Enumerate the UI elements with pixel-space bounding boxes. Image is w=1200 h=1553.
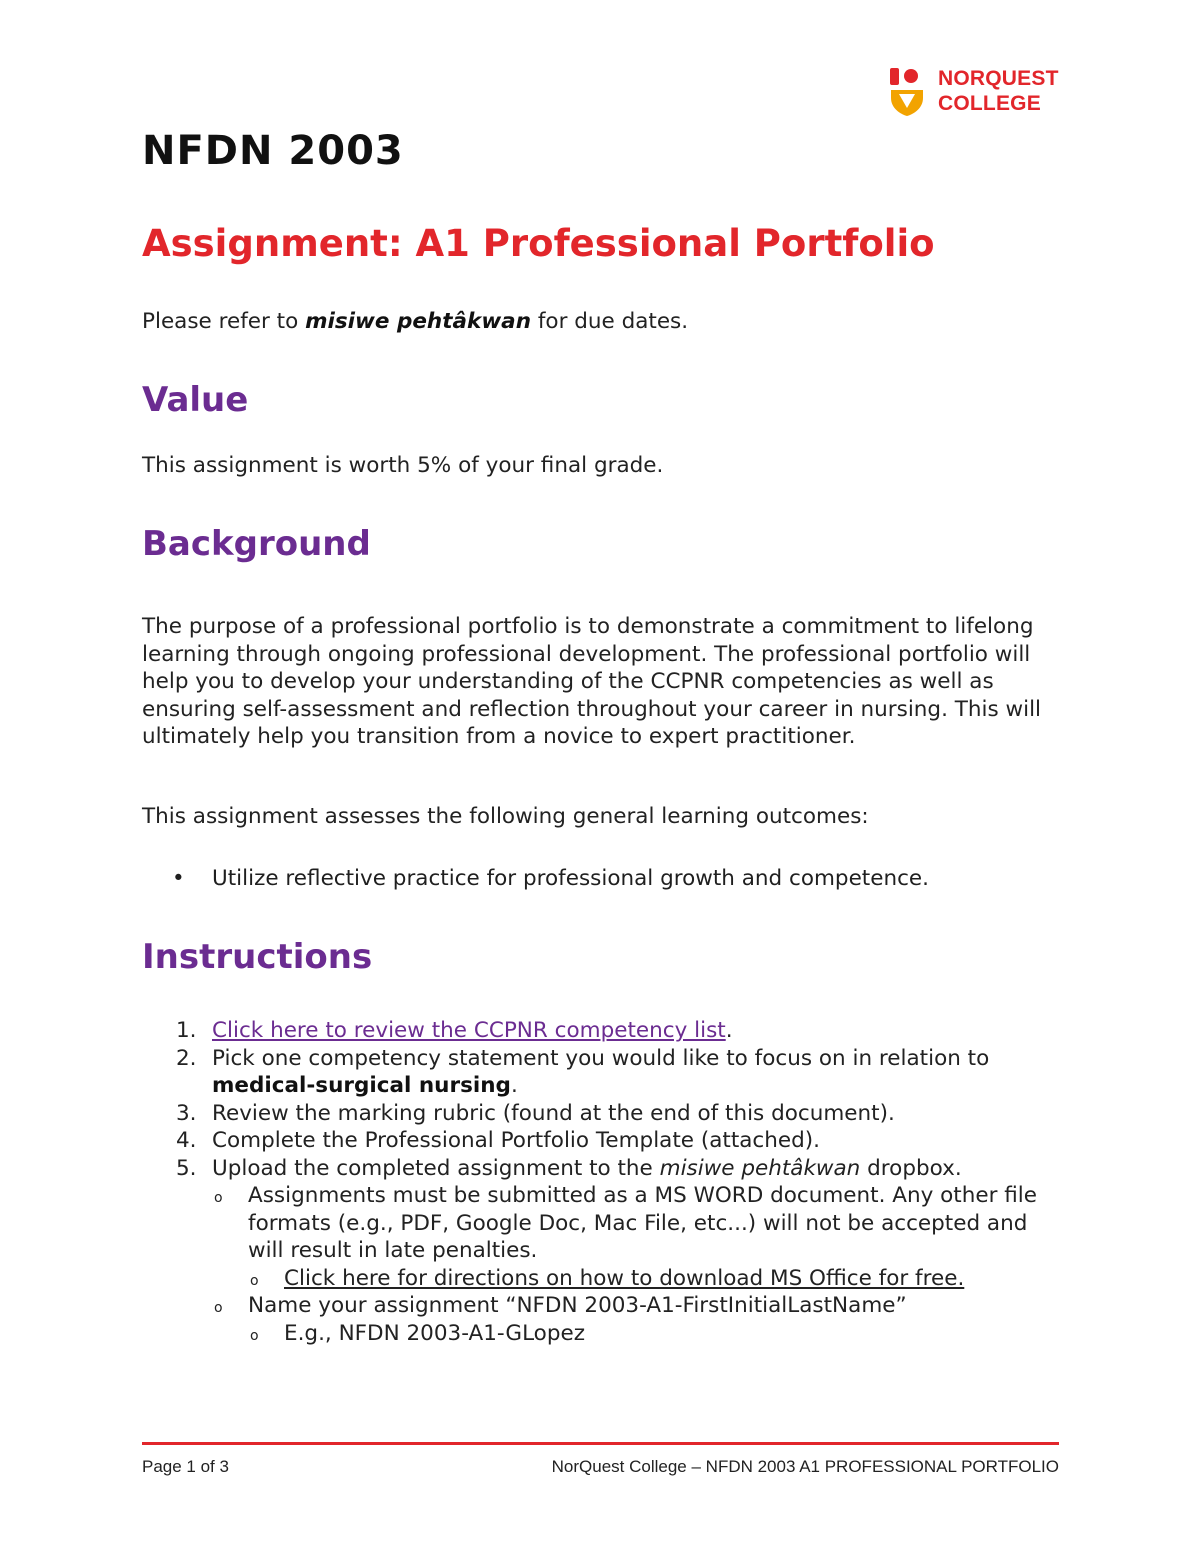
- instruction-item-1: [142, 1017, 1062, 1045]
- instructions-list: [142, 1017, 1062, 1347]
- item-punctuation: .: [510, 1073, 518, 1098]
- sub-item-word-format: [142, 1182, 1062, 1265]
- hollow-bullet-icon: o: [250, 1272, 259, 1289]
- item-italic-text: misiwe pehtâkwan: [659, 1155, 861, 1181]
- assignment-title: Assignment: A1 Professional Portfolio: [142, 222, 935, 265]
- sub-item-text: Name your assignment “NFDN 2003-A1-FirstInitialLastName”: [248, 1293, 907, 1318]
- item-punctuation: .: [725, 1018, 733, 1043]
- norquest-logo-mark-icon: [890, 68, 924, 116]
- item-number: 3.: [176, 1100, 197, 1126]
- sub-item-ms-office: [142, 1265, 1062, 1293]
- page-number: Page 1 of 3: [142, 1457, 229, 1476]
- norquest-logo: [890, 66, 1070, 118]
- hollow-bullet-icon: o: [214, 1300, 223, 1316]
- value-heading: Value: [142, 380, 249, 420]
- hollow-bullet-icon: o: [214, 1190, 223, 1206]
- instruction-item-3: [142, 1100, 1062, 1128]
- due-dates-system-name: misiwe pehtâkwan: [305, 309, 532, 334]
- course-code: NFDN 2003: [142, 128, 404, 174]
- item-text: Review the marking rubric (found at the end of this document).: [212, 1100, 895, 1126]
- outcomes-intro: This assignment assesses the following general learning outcomes:: [142, 804, 869, 829]
- due-dates-text: [142, 308, 1062, 336]
- background-heading: Background: [142, 524, 371, 564]
- sub-item-text: E.g., NFDN 2003-A1-GLopez: [284, 1320, 585, 1346]
- instruction-item-4: [142, 1127, 1062, 1155]
- sub-item-naming: [142, 1292, 1062, 1320]
- item-text-end: dropbox.: [860, 1155, 962, 1181]
- instruction-item-2: [142, 1045, 1062, 1100]
- item-number: 5.: [176, 1155, 197, 1181]
- logo-line-1: NORQUEST: [938, 67, 1059, 90]
- footer-divider: [142, 1442, 1059, 1445]
- item-text: Upload the completed assignment to the: [212, 1155, 660, 1181]
- sub-item-text: Assignments must be submitted as a MS WORD document. Any other file formats (e.g., PDF, Google Doc, Mac File, etc...) will not be accepted and will result in late penalties.: [248, 1183, 1037, 1263]
- ccpnr-competency-link[interactable]: Click here to review the CCPNR competency list: [212, 1018, 726, 1043]
- item-number: 2.: [176, 1045, 197, 1071]
- item-text: Complete the Professional Portfolio Template (attached).: [212, 1128, 820, 1153]
- outcome-item: • Utilize reflective practice for professional growth and competence.: [142, 865, 929, 892]
- due-dates-before: Please refer to: [142, 309, 306, 334]
- sub-item-example: [142, 1320, 1062, 1348]
- item-number: 4.: [176, 1128, 197, 1153]
- ms-office-download-link[interactable]: Click here for directions on how to download MS Office for free.: [284, 1265, 965, 1291]
- value-text: This assignment is worth 5% of your final grade.: [142, 453, 664, 478]
- item-bold-text: medical-surgical nursing: [212, 1073, 511, 1098]
- item-text: Pick one competency statement you would like to focus on in relation to: [212, 1045, 990, 1071]
- item-number: 1.: [176, 1018, 197, 1043]
- logo-wordmark: [938, 66, 1059, 116]
- instructions-heading: Instructions: [142, 937, 373, 977]
- footer-title: NorQuest College – NFDN 2003 A1 PROFESSIONAL PORTFOLIO: [551, 1457, 1059, 1476]
- logo-line-2: COLLEGE: [938, 92, 1041, 115]
- instruction-item-5: [142, 1155, 1062, 1183]
- hollow-bullet-icon: o: [250, 1327, 259, 1344]
- background-paragraph: The purpose of a professional portfolio is to demonstrate a commitment to lifelong learning through ongoing professional development. The professional portfolio will help you to develop your understanding of the CCPNR competencies as well as ensuring self-assessment and reflection throughout your career in nursing. This will ultimately help you transition from a novice to expert practitioner.: [142, 614, 1042, 749]
- outcomes-list: [142, 865, 929, 892]
- due-dates-after: for due dates.: [531, 309, 689, 334]
